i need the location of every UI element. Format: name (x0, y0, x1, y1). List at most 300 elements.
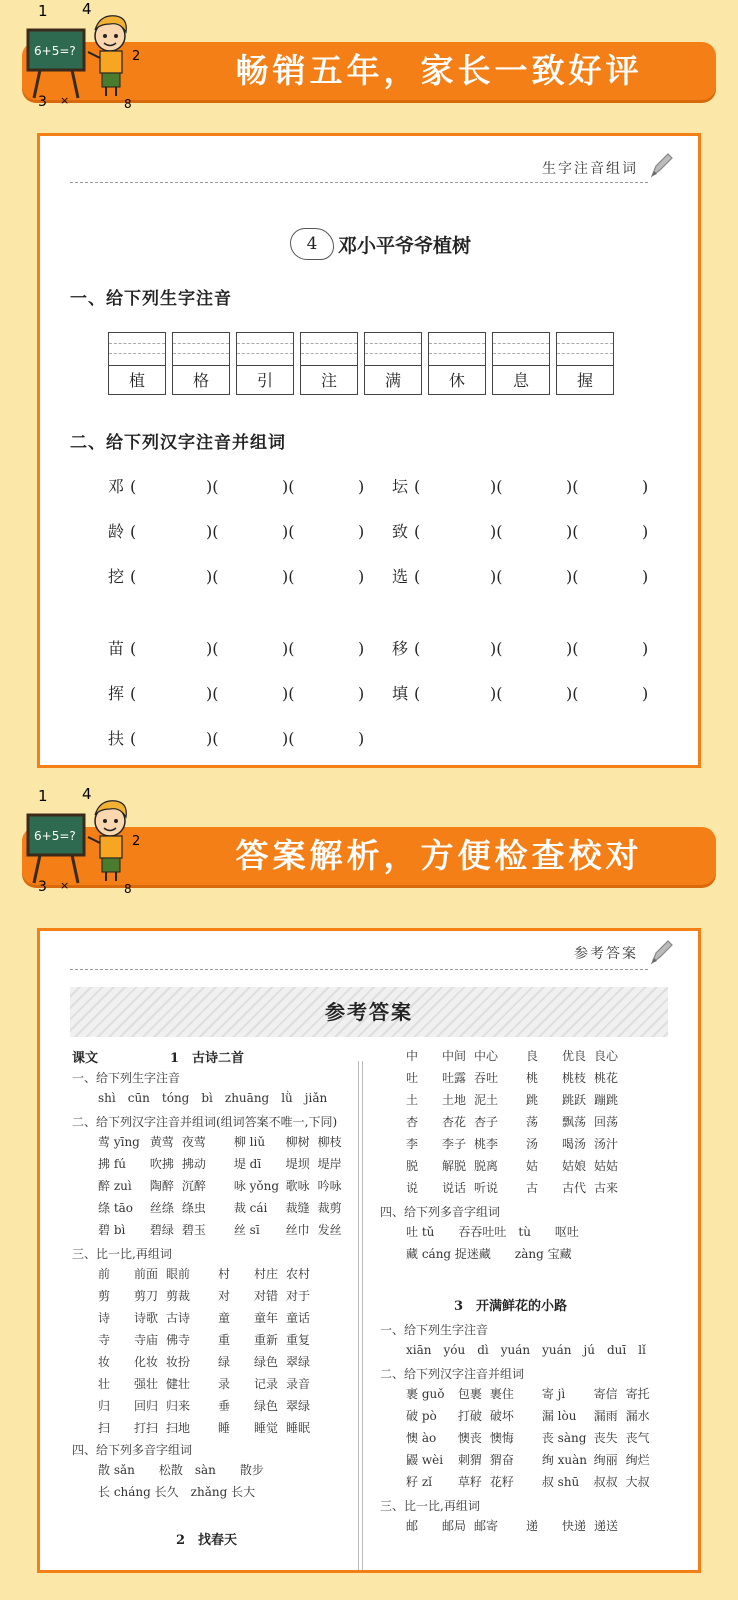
answer-blank[interactable]: )( (282, 567, 295, 586)
answer-word: 拂动 (181, 1157, 206, 1171)
answer-word: 叔叔 (593, 1475, 618, 1489)
answer-row (406, 1449, 658, 1471)
answer-word: 睡觉 (254, 1421, 279, 1435)
answer-pinyin: tāo (113, 1201, 134, 1215)
answer-char: 漏 (541, 1409, 558, 1423)
answer-word: 飘荡 (562, 1115, 587, 1129)
answer-row (406, 1471, 658, 1493)
answer-word: 脱离 (474, 1159, 499, 1173)
lesson-name: 邓小平爷爷植树 (338, 234, 472, 257)
answer-word: 回归 (134, 1399, 159, 1413)
lesson-heading: 课文 (72, 1051, 99, 1066)
answer-char: 叔 (541, 1475, 558, 1489)
answer-row (98, 1219, 350, 1241)
pinyin-cell (300, 332, 358, 395)
answer-word: 眼前 (166, 1267, 191, 1281)
answer-blank[interactable]: )( (566, 639, 579, 658)
answer-blank[interactable]: )( (206, 684, 219, 703)
answer-card (37, 928, 701, 1573)
answer-word: 听说 (474, 1181, 499, 1195)
answer-char: 诗 (98, 1311, 111, 1325)
answer-blank[interactable]: )( (206, 522, 219, 541)
answer-char: 重 (218, 1333, 231, 1347)
answer-word: 寄托 (625, 1387, 650, 1401)
answer-word: 沉醉 (181, 1179, 206, 1193)
answer-word: 丧失 (593, 1431, 618, 1445)
answer-row (406, 1177, 626, 1199)
answer-word: 裁缝 (285, 1201, 310, 1215)
mascot-digit: 3 (38, 94, 47, 110)
mascot-digit: 3 (38, 879, 47, 895)
answer-char: 前 (98, 1267, 111, 1281)
answer-line: xiān yóu dì yuán yuán jú duī lǐ (406, 1343, 646, 1357)
answer-char: 睡 (218, 1421, 231, 1435)
answer-word: 对于 (286, 1289, 311, 1303)
answer-word: 递送 (594, 1519, 619, 1533)
answer-word: 诗歌 (134, 1311, 159, 1325)
blank-close: ) (642, 477, 649, 496)
answer-word: 良心 (594, 1049, 619, 1063)
answer-row (98, 1175, 350, 1197)
answer-pinyin: sī (249, 1223, 260, 1237)
mascot-digit: × (60, 94, 70, 107)
answer-line: 吐 tǔ 吞吞吐吐 tù 呕吐 (406, 1225, 579, 1239)
banner-title: 畅销五年，家长一致好评 (235, 51, 643, 90)
answer-char: 寺 (98, 1333, 111, 1347)
answer-blank[interactable]: )( (282, 639, 295, 658)
answer-word: 绿色 (254, 1355, 279, 1369)
question-heading: 四、给下列多音字组词 (72, 1443, 193, 1457)
header-label: 参考答案 (574, 946, 638, 962)
question-heading: 二、给下列汉字注音并组词 (380, 1367, 525, 1381)
answer-word: 扫地 (166, 1421, 191, 1435)
answer-word: 农村 (286, 1267, 311, 1281)
grid-char: 握 (576, 371, 593, 390)
answer-char: 壮 (98, 1377, 111, 1391)
answer-row (98, 1417, 318, 1439)
answer-word: 佛寺 (166, 1333, 191, 1347)
grid-char: 满 (384, 371, 401, 390)
answer-pinyin: liǔ (249, 1135, 266, 1149)
mascot-digit: 8 (124, 97, 132, 110)
answer-blank[interactable]: ( (130, 477, 137, 496)
answer-word: 蹦跳 (594, 1093, 619, 1107)
answer-char: 录 (218, 1377, 231, 1391)
item-char: 选 (392, 567, 409, 586)
answer-char: 醉 (98, 1179, 114, 1193)
mascot-digit: × (60, 879, 70, 892)
answer-char: 跳 (526, 1093, 539, 1107)
question-heading: 三、比一比,再组词 (380, 1499, 480, 1513)
pinyin-box[interactable] (301, 333, 357, 366)
answer-char: 杏 (406, 1115, 419, 1129)
lesson-heading: 1 古诗二首 (170, 1051, 245, 1066)
answer-word: 草籽 (457, 1475, 482, 1489)
mascot-digit: 4 (82, 0, 92, 18)
answer-char: 桃 (526, 1071, 539, 1085)
lesson-heading: 3 开满鲜花的小路 (454, 1299, 568, 1314)
answer-word: 吟咏 (317, 1179, 342, 1193)
section-title: 二、给下列汉字注音并组词 (70, 433, 286, 453)
answer-word: 寺庙 (134, 1333, 159, 1347)
answer-word: 土地 (442, 1093, 467, 1107)
answer-row (406, 1515, 626, 1537)
answer-word: 吞吐 (474, 1071, 499, 1085)
answer-char: 吐 (406, 1071, 419, 1085)
answer-char: 中 (406, 1049, 419, 1063)
answer-char: 说 (406, 1181, 419, 1195)
answer-blank[interactable]: )( (282, 477, 295, 496)
answer-char: 寄 (541, 1387, 558, 1401)
answer-row (98, 1395, 318, 1417)
answer-blank[interactable]: ( (130, 567, 137, 586)
blank-close: ) (642, 567, 649, 586)
answer-word: 健壮 (166, 1377, 191, 1391)
answer-word: 夜莺 (181, 1135, 206, 1149)
answer-blank[interactable]: )( (566, 477, 579, 496)
answer-row (406, 1405, 658, 1427)
answer-word: 汤汁 (594, 1137, 619, 1151)
answer-row (98, 1373, 318, 1395)
answer-word: 回荡 (594, 1115, 619, 1129)
lesson-number: 4 (290, 228, 334, 260)
answer-pinyin: cái (249, 1201, 268, 1215)
answer-blank[interactable]: )( (282, 522, 295, 541)
answer-row (406, 1133, 626, 1155)
answer-word: 优良 (562, 1049, 587, 1063)
answer-word: 桃花 (594, 1071, 619, 1085)
answer-blank[interactable]: ( (130, 729, 137, 748)
answer-word: 睡眠 (286, 1421, 311, 1435)
pinyin-cell (492, 332, 550, 395)
lesson-title (290, 224, 471, 264)
answer-word: 李子 (442, 1137, 467, 1151)
answer-char: 归 (98, 1399, 111, 1413)
answer-row (406, 1045, 626, 1067)
blank-close: ) (358, 522, 365, 541)
answer-pinyin: sàng (557, 1431, 587, 1445)
pinyin-cell (364, 332, 422, 395)
answer-row (406, 1089, 626, 1111)
blank-close: ) (358, 684, 365, 703)
answer-word: 记录 (254, 1377, 279, 1391)
answer-blank[interactable]: )( (206, 567, 219, 586)
mascot-digit: 1 (38, 787, 48, 805)
answer-word: 包裹 (457, 1387, 482, 1401)
answer-blank[interactable]: ( (414, 639, 421, 658)
pinyin-cell (236, 332, 294, 395)
answer-word: 打扫 (134, 1421, 159, 1435)
pinyin-word-item (108, 474, 364, 497)
pinyin-word-item (392, 681, 648, 704)
answer-char: 碧 (98, 1223, 114, 1237)
blank-close: ) (358, 729, 365, 748)
answer-char: 剪 (98, 1289, 111, 1303)
blank-close: ) (358, 639, 365, 658)
item-char: 龄 (108, 522, 125, 541)
answer-word: 懊丧 (457, 1431, 482, 1445)
answer-word: 重新 (254, 1333, 279, 1347)
answer-word: 对错 (254, 1289, 279, 1303)
answer-word: 重复 (286, 1333, 311, 1347)
answer-word: 丝巾 (285, 1223, 310, 1237)
pinyin-box[interactable] (493, 333, 549, 366)
answer-blank[interactable]: ( (414, 522, 421, 541)
answer-blank[interactable]: ( (130, 639, 137, 658)
question-heading: 一、给下列生字注音 (380, 1323, 489, 1337)
answer-char: 村 (218, 1267, 231, 1281)
answer-word: 绚丽 (593, 1453, 618, 1467)
header-divider (70, 182, 648, 183)
answer-pinyin: wèi (421, 1453, 444, 1467)
answer-line: 藏 cáng 捉迷藏 zàng 宝藏 (406, 1247, 572, 1261)
answer-word: 裹住 (489, 1387, 514, 1401)
worksheet-card (37, 133, 701, 768)
answer-char: 妆 (98, 1355, 111, 1369)
answer-word: 说话 (442, 1181, 467, 1195)
answer-word: 大叔 (625, 1475, 650, 1489)
section-title: 一、给下列生字注音 (70, 289, 232, 309)
answer-word: 柳枝 (317, 1135, 342, 1149)
pinyin-word-item (392, 636, 648, 659)
answer-pinyin: lòu (557, 1409, 577, 1423)
pinyin-cell (556, 332, 614, 395)
header-divider (70, 969, 648, 970)
pinyin-box[interactable] (173, 333, 229, 366)
header-label: 生字注音组词 (542, 161, 638, 177)
answer-word: 剪刀 (134, 1289, 159, 1303)
grid-char: 引 (256, 371, 273, 390)
item-char: 扶 (108, 729, 125, 748)
answer-blank[interactable]: )( (490, 639, 503, 658)
item-char: 挖 (108, 567, 125, 586)
answer-char: 邮 (406, 1519, 419, 1533)
answer-blank[interactable]: )( (206, 477, 219, 496)
pinyin-box[interactable] (109, 333, 165, 366)
mascot-digit: 2 (132, 834, 140, 849)
column-divider (358, 1061, 363, 1570)
answer-char: 柳 (233, 1135, 250, 1149)
answer-word: 邮寄 (474, 1519, 499, 1533)
answer-word: 古代 (562, 1181, 587, 1195)
answer-word: 翠绿 (286, 1399, 311, 1413)
mascot-digit: 2 (132, 49, 140, 64)
answer-row (98, 1307, 318, 1329)
mascot-digit: 4 (82, 785, 92, 803)
answer-blank[interactable]: )( (566, 684, 579, 703)
answer-blank[interactable]: ( (130, 684, 137, 703)
answer-word: 桃李 (474, 1137, 499, 1151)
pinyin-cell (428, 332, 486, 395)
question-heading: 三、比一比,再组词 (72, 1247, 172, 1261)
blank-close: ) (642, 639, 649, 658)
pinyin-word-item (392, 474, 648, 497)
answer-pinyin: yīng (113, 1135, 140, 1149)
answer-char: 土 (406, 1093, 419, 1107)
answer-word: 桃枝 (562, 1071, 587, 1085)
question-heading: 一、给下列生字注音 (72, 1071, 181, 1085)
question-heading: 二、给下列汉字注音并组词(组词答案不唯一,下同) (72, 1115, 338, 1129)
answer-word: 童年 (254, 1311, 279, 1325)
answer-row (406, 1427, 658, 1449)
answer-word: 杏子 (474, 1115, 499, 1129)
answer-char: 对 (218, 1289, 231, 1303)
answer-blank[interactable]: )( (206, 729, 219, 748)
answer-word: 柳树 (285, 1135, 310, 1149)
item-char: 移 (392, 639, 409, 658)
answer-word: 姑娘 (562, 1159, 587, 1173)
answer-blank[interactable]: )( (490, 567, 503, 586)
answer-blank[interactable]: )( (490, 477, 503, 496)
answer-word: 剪裁 (166, 1289, 191, 1303)
answer-line: shì cūn tóng bì zhuāng lǜ jiǎn (98, 1091, 328, 1105)
pinyin-word-item (392, 564, 648, 587)
answer-char: 咏 (233, 1179, 250, 1193)
pinyin-cell (108, 332, 166, 395)
pinyin-box[interactable] (429, 333, 485, 366)
answer-row (406, 1111, 626, 1133)
answer-word: 古来 (594, 1181, 619, 1195)
answer-row (406, 1155, 626, 1177)
answer-pinyin: yǒng (249, 1179, 280, 1193)
board-text: 6+5=? (34, 44, 76, 58)
answer-word: 前面 (134, 1267, 159, 1281)
item-char: 坛 (392, 477, 409, 496)
answer-word: 堤坝 (285, 1157, 310, 1171)
item-char: 邓 (108, 477, 125, 496)
answer-char: 丝 (233, 1223, 250, 1237)
answer-blank[interactable]: ( (414, 477, 421, 496)
banner-middle (0, 785, 738, 895)
answer-blank[interactable]: )( (490, 522, 503, 541)
answer-char: 李 (406, 1137, 419, 1151)
answer-blank[interactable]: ( (130, 522, 137, 541)
answer-char: 汤 (526, 1137, 539, 1151)
answer-pinyin: bì (113, 1223, 126, 1237)
answer-char: 递 (526, 1519, 539, 1533)
answer-word: 绿色 (254, 1399, 279, 1413)
answer-char: 绦 (98, 1201, 114, 1215)
answer-word: 翠绿 (286, 1355, 311, 1369)
answer-blank[interactable]: )( (282, 684, 295, 703)
answer-blank[interactable]: )( (566, 522, 579, 541)
answer-word: 强壮 (134, 1377, 159, 1391)
blank-close: ) (642, 684, 649, 703)
answer-word: 歌咏 (285, 1179, 310, 1193)
answer-pinyin: pò (421, 1409, 437, 1423)
answer-word: 刺猬 (457, 1453, 482, 1467)
pinyin-word-item (108, 681, 364, 704)
answer-char: 拂 (98, 1157, 114, 1171)
answer-word: 绦虫 (181, 1201, 206, 1215)
answer-pinyin: xuàn (557, 1453, 588, 1467)
answer-word: 漏雨 (593, 1409, 618, 1423)
answer-word: 碧绿 (149, 1223, 174, 1237)
item-char: 挥 (108, 684, 125, 703)
answer-word: 中间 (442, 1049, 467, 1063)
pinyin-word-item (392, 519, 648, 542)
answer-word: 漏水 (625, 1409, 650, 1423)
pinyin-box[interactable] (237, 333, 293, 366)
answer-word: 发丝 (317, 1223, 342, 1237)
answer-pinyin: jì (557, 1387, 566, 1401)
pinyin-grid (108, 332, 614, 395)
mascot-digit: 1 (38, 2, 48, 20)
answer-pinyin: zǐ (421, 1475, 432, 1489)
pencil-icon (648, 150, 674, 180)
grid-char: 注 (320, 371, 337, 390)
banner-top (0, 0, 738, 110)
answer-blank[interactable]: )( (566, 567, 579, 586)
answer-char: 良 (526, 1049, 539, 1063)
answer-char: 裹 (406, 1387, 422, 1401)
pinyin-cell (172, 332, 230, 395)
question-heading: 四、给下列多音字组词 (380, 1205, 501, 1219)
answer-blank[interactable]: )( (206, 639, 219, 658)
mascot-digit: 8 (124, 882, 132, 895)
answer-char: 鼹 (406, 1453, 422, 1467)
answer-pinyin: fú (113, 1157, 126, 1171)
answer-word: 寄信 (593, 1387, 618, 1401)
answer-word: 泥土 (474, 1093, 499, 1107)
blank-close: ) (358, 477, 365, 496)
answer-blank[interactable]: )( (282, 729, 295, 748)
answer-word: 猬奋 (489, 1453, 514, 1467)
banner-title: 答案解析，方便检查校对 (235, 836, 643, 875)
answer-row (98, 1131, 350, 1153)
lesson-heading: 2 找春天 (176, 1533, 238, 1548)
answer-word: 陶醉 (149, 1179, 174, 1193)
answer-row (406, 1067, 626, 1089)
answer-word: 堤岸 (317, 1157, 342, 1171)
answer-row (98, 1197, 350, 1219)
grid-char: 休 (448, 371, 465, 390)
answer-word: 破坏 (489, 1409, 514, 1423)
answer-word: 丧气 (625, 1431, 650, 1445)
pinyin-box[interactable] (365, 333, 421, 366)
grid-char: 植 (128, 371, 145, 390)
answer-word: 跳跃 (562, 1093, 587, 1107)
answer-row (98, 1263, 318, 1285)
answer-word: 邮局 (442, 1519, 467, 1533)
answer-word: 化妆 (134, 1355, 159, 1369)
answer-char: 裁 (233, 1201, 250, 1215)
answer-blank[interactable]: )( (490, 684, 503, 703)
answer-char: 堤 (233, 1157, 250, 1171)
answer-char: 绚 (541, 1453, 558, 1467)
blank-close: ) (358, 567, 365, 586)
item-char: 填 (392, 684, 409, 703)
answer-char: 绿 (218, 1355, 231, 1369)
answer-char: 垂 (218, 1399, 231, 1413)
answer-pinyin: shū (557, 1475, 580, 1489)
item-char: 苗 (108, 639, 125, 658)
blank-close: ) (642, 522, 649, 541)
pinyin-box[interactable] (557, 333, 613, 366)
answer-blank[interactable]: ( (414, 684, 421, 703)
pinyin-word-item (108, 564, 364, 587)
answer-blank[interactable]: ( (414, 567, 421, 586)
answer-word: 喝汤 (562, 1137, 587, 1151)
pinyin-word-item (108, 519, 364, 542)
item-char: 致 (392, 522, 409, 541)
board-text: 6+5=? (34, 829, 76, 843)
answer-word: 打破 (457, 1409, 482, 1423)
answer-row (406, 1383, 658, 1405)
answer-word: 花籽 (489, 1475, 514, 1489)
answer-pinyin: zuì (113, 1179, 132, 1193)
answer-word: 碧玉 (181, 1223, 206, 1237)
